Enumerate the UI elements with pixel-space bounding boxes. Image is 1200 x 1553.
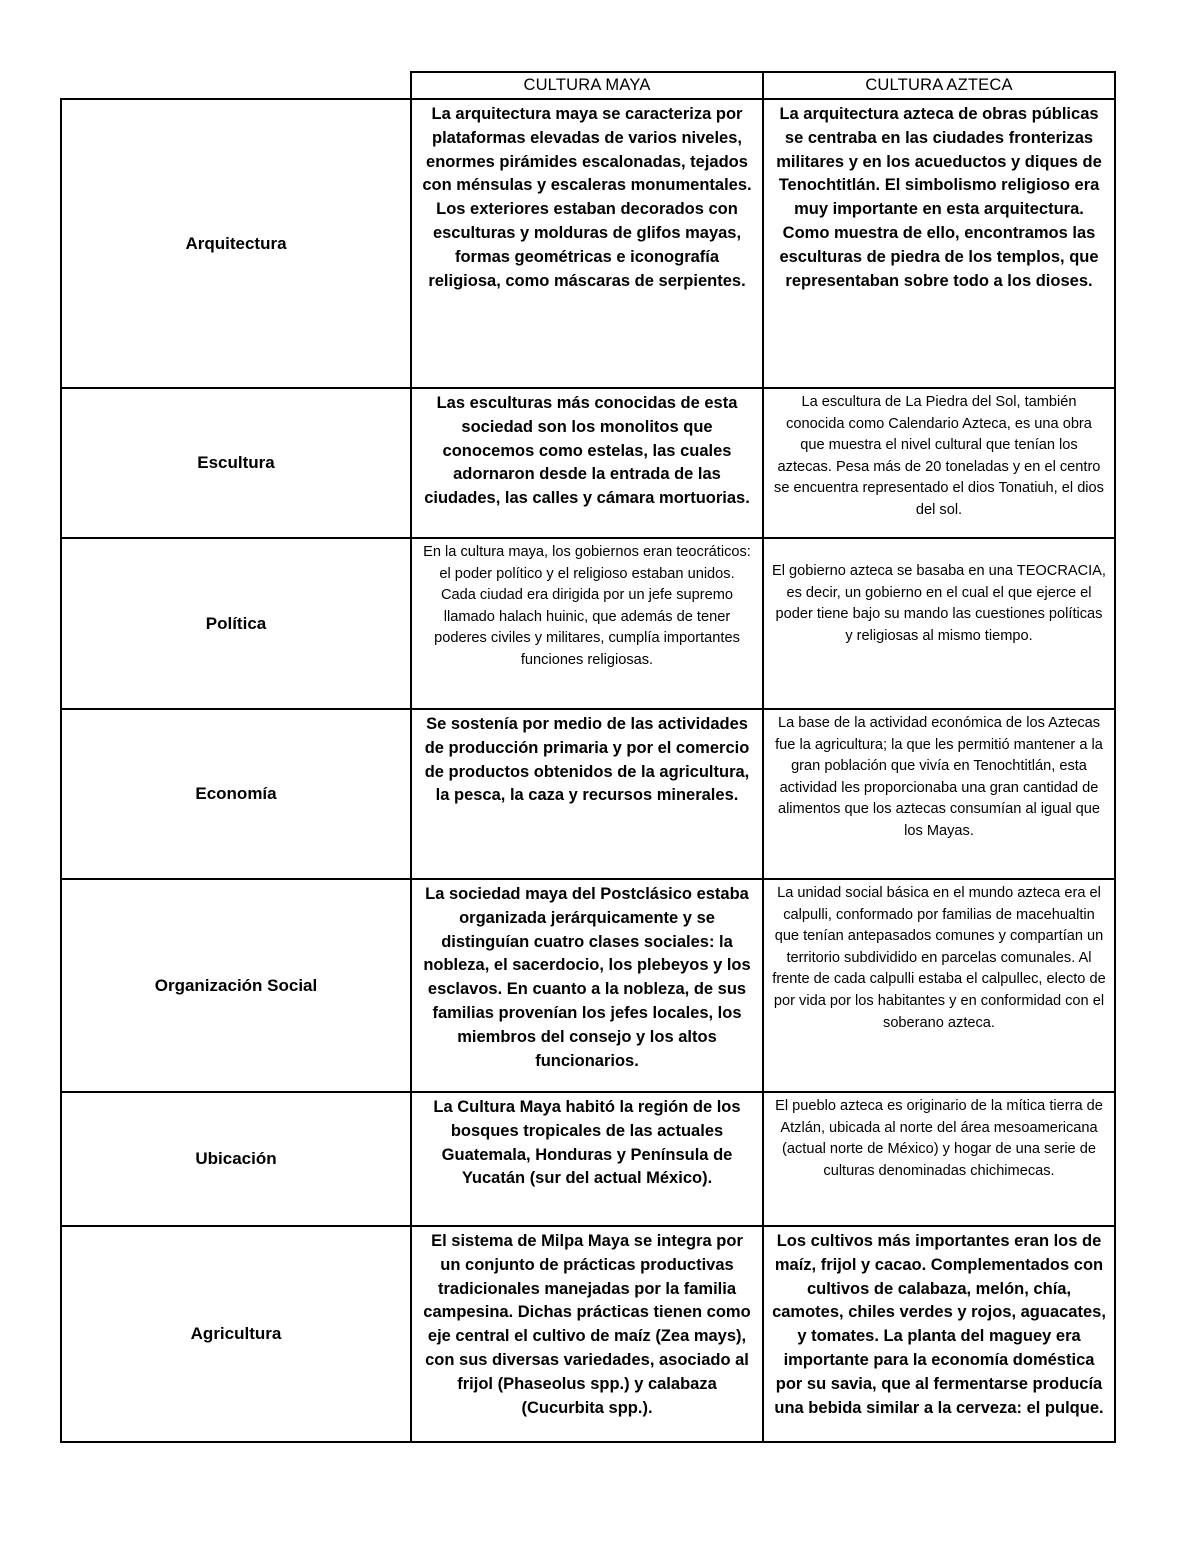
empty-corner-cell	[61, 72, 411, 99]
azteca-arquitectura-cell: La arquitectura azteca de obras públicas se centraba en las ciudades fronterizas militares y en los acueductos y diques de Tenochtitlán. El simbolismo religioso era muy importante en esta arquitectura. Como muestra de ello, encontramos las esculturas de piedra de los templos, que representaban sobre todo a los dioses.	[763, 99, 1115, 388]
maya-agricultura-cell: El sistema de Milpa Maya se integra por un conjunto de prácticas productivas tradicionales manejadas por la familia campesina. Dichas prácticas tienen como eje central el cultivo de maíz (Zea mays), con sus diversas variedades, asociado al frijol (Phaseolus spp.) y calabaza (Cucurbita spp.).	[411, 1226, 763, 1442]
maya-politica-cell: En la cultura maya, los gobiernos eran teocráticos: el poder político y el religioso estaban unidos. Cada ciudad era dirigida por un jefe supremo llamado halach huinic, que además de tener poderes civiles y militares, cumplía importantes funciones religiosas.	[411, 538, 763, 709]
maya-organizacion-social-cell: La sociedad maya del Postclásico estaba organizada jerárquicamente y se distinguían cuatro clases sociales: la nobleza, el sacerdocio, los plebeyos y los esclavos. En cuanto a la nobleza, de sus familias provenían los jefes locales, los miembros del consejo y los altos funcionarios.	[411, 879, 763, 1092]
row-label-politica: Política	[61, 538, 411, 709]
comparison-table	[60, 71, 1116, 1443]
row-label-economia: Economía	[61, 709, 411, 879]
row-label-ubicacion: Ubicación	[61, 1092, 411, 1226]
header-cultura-azteca: CULTURA AZTECA	[763, 72, 1115, 99]
azteca-organizacion-social-cell: La unidad social básica en el mundo azteca era el calpulli, conformado por familias de macehualtin que tenían antepasados comunes y compartían un territorio subdividido en parcelas comunales. Al frente de cada calpulli estaba el calpullec, electo de por vida por los habitantes y en conformidad con el soberano azteca.	[763, 879, 1115, 1092]
azteca-politica-cell: El gobierno azteca se basaba en una TEOCRACIA, es decir, un gobierno en el cual el que ejerce el poder tiene bajo su mando las cuestiones políticas y religiosas al mismo tiempo.	[763, 538, 1115, 709]
table-row	[61, 1226, 1115, 1442]
azteca-ubicacion-cell: El pueblo azteca es originario de la mítica tierra de Atzlán, ubicada al norte del área mesoamericana (actual norte de México) y hogar de una serie de culturas denominadas chichimecas.	[763, 1092, 1115, 1226]
row-label-agricultura: Agricultura	[61, 1226, 411, 1442]
maya-escultura-cell: Las esculturas más conocidas de esta sociedad son los monolitos que conocemos como estelas, las cuales adornaron desde la entrada de las ciudades, las calles y cámara mortuorias.	[411, 388, 763, 538]
table-row	[61, 1092, 1115, 1226]
azteca-escultura-cell: La escultura de La Piedra del Sol, también conocida como Calendario Azteca, es una obra que muestra el nivel cultural que tenían los aztecas. Pesa más de 20 toneladas y en el centro se encuentra representado el dios Tonatiuh, el dios del sol.	[763, 388, 1115, 538]
table-row	[61, 538, 1115, 709]
header-row	[61, 72, 1115, 99]
table-row	[61, 879, 1115, 1092]
table-row	[61, 709, 1115, 879]
row-label-escultura: Escultura	[61, 388, 411, 538]
header-cultura-maya: CULTURA MAYA	[411, 72, 763, 99]
table-row	[61, 388, 1115, 538]
azteca-economia-cell: La base de la actividad económica de los Aztecas fue la agricultura; la que les permitió mantener a la gran población que vivía en Tenochtitlán, esta actividad les proporcionaba una gran cantidad de alimentos que los aztecas consumían al igual que los Mayas.	[763, 709, 1115, 879]
maya-arquitectura-cell: La arquitectura maya se caracteriza por plataformas elevadas de varios niveles, enormes pirámides escalonadas, tejados con ménsulas y escaleras monumentales. Los exteriores estaban decorados con esculturas y molduras de glifos mayas, formas geométricas e iconografía religiosa, como máscaras de serpientes.	[411, 99, 763, 388]
row-label-arquitectura: Arquitectura	[61, 99, 411, 388]
maya-ubicacion-cell: La Cultura Maya habitó la región de los bosques tropicales de las actuales Guatemala, Honduras y Península de Yucatán (sur del actual México).	[411, 1092, 763, 1226]
maya-economia-cell: Se sostenía por medio de las actividades de producción primaria y por el comercio de productos obtenidos de la agricultura, la pesca, la caza y recursos minerales.	[411, 709, 763, 879]
azteca-agricultura-cell: Los cultivos más importantes eran los de maíz, frijol y cacao. Complementados con cultivos de calabaza, melón, chía, camotes, chiles verdes y rojos, aguacates, y tomates. La planta del maguey era importante para la economía doméstica por su savia, que al fermentarse producía una bebida similar a la cerveza: el pulque.	[763, 1226, 1115, 1442]
row-label-organizacion-social: Organización Social	[61, 879, 411, 1092]
table-row	[61, 99, 1115, 388]
